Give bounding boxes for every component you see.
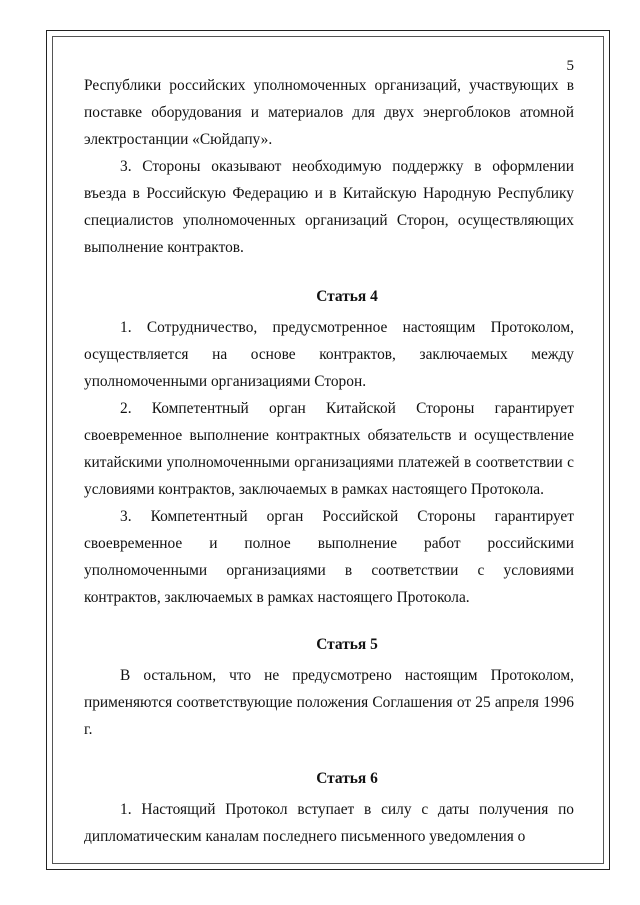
page-number: 5 bbox=[566, 58, 574, 74]
article-4-item-3: 3. Компетентный орган Российской Стороны гарантирует своевременное и полное выполнение работ российскими уполномоченными организациями в соответствии с условиями контрактов, заключаемых в рамках настоящего Протокола. bbox=[84, 508, 574, 606]
document-body bbox=[84, 72, 574, 850]
article-6-item-1: 1. Настоящий Протокол вступает в силу с даты получения по дипломатическим каналам последнего письменного уведомления о bbox=[84, 801, 574, 845]
article-4-item-2: 2. Компетентный орган Китайской Стороны гарантирует своевременное выполнение контрактных обязательств и осуществление китайскими уполномоченными организациями платежей в соответствии с условиями контрактов, заключаемых в рамках настоящего Протокола. bbox=[84, 400, 574, 498]
paragraph-continuation: Республики российских уполномоченных организаций, участвующих в поставке оборудования и материалов для двух энергоблоков атомной электростанции «Сюйдапу». bbox=[84, 77, 574, 148]
article-4-item-1: 1. Сотрудничество, предусмотренное настоящим Протоколом, осуществляется на основе контрактов, заключаемых между уполномоченными организациями Сторон. bbox=[84, 319, 574, 390]
paragraph-item-3: 3. Стороны оказывают необходимую поддержку в оформлении въезда в Российскую Федерацию и в Китайскую Народную Республику специалистов уполномоченных организаций Сторон, осуществляющих выполнение контрактов. bbox=[84, 158, 574, 256]
article-4-heading: Статья 4 bbox=[316, 288, 378, 305]
article-5-item-1: В остальном, что не предусмотрено настоящим Протоколом, применяются соответствующие положения Соглашения от 25 апреля 1996 г. bbox=[84, 667, 574, 738]
article-6-heading: Статья 6 bbox=[316, 770, 378, 787]
article-5-heading: Статья 5 bbox=[316, 636, 378, 653]
